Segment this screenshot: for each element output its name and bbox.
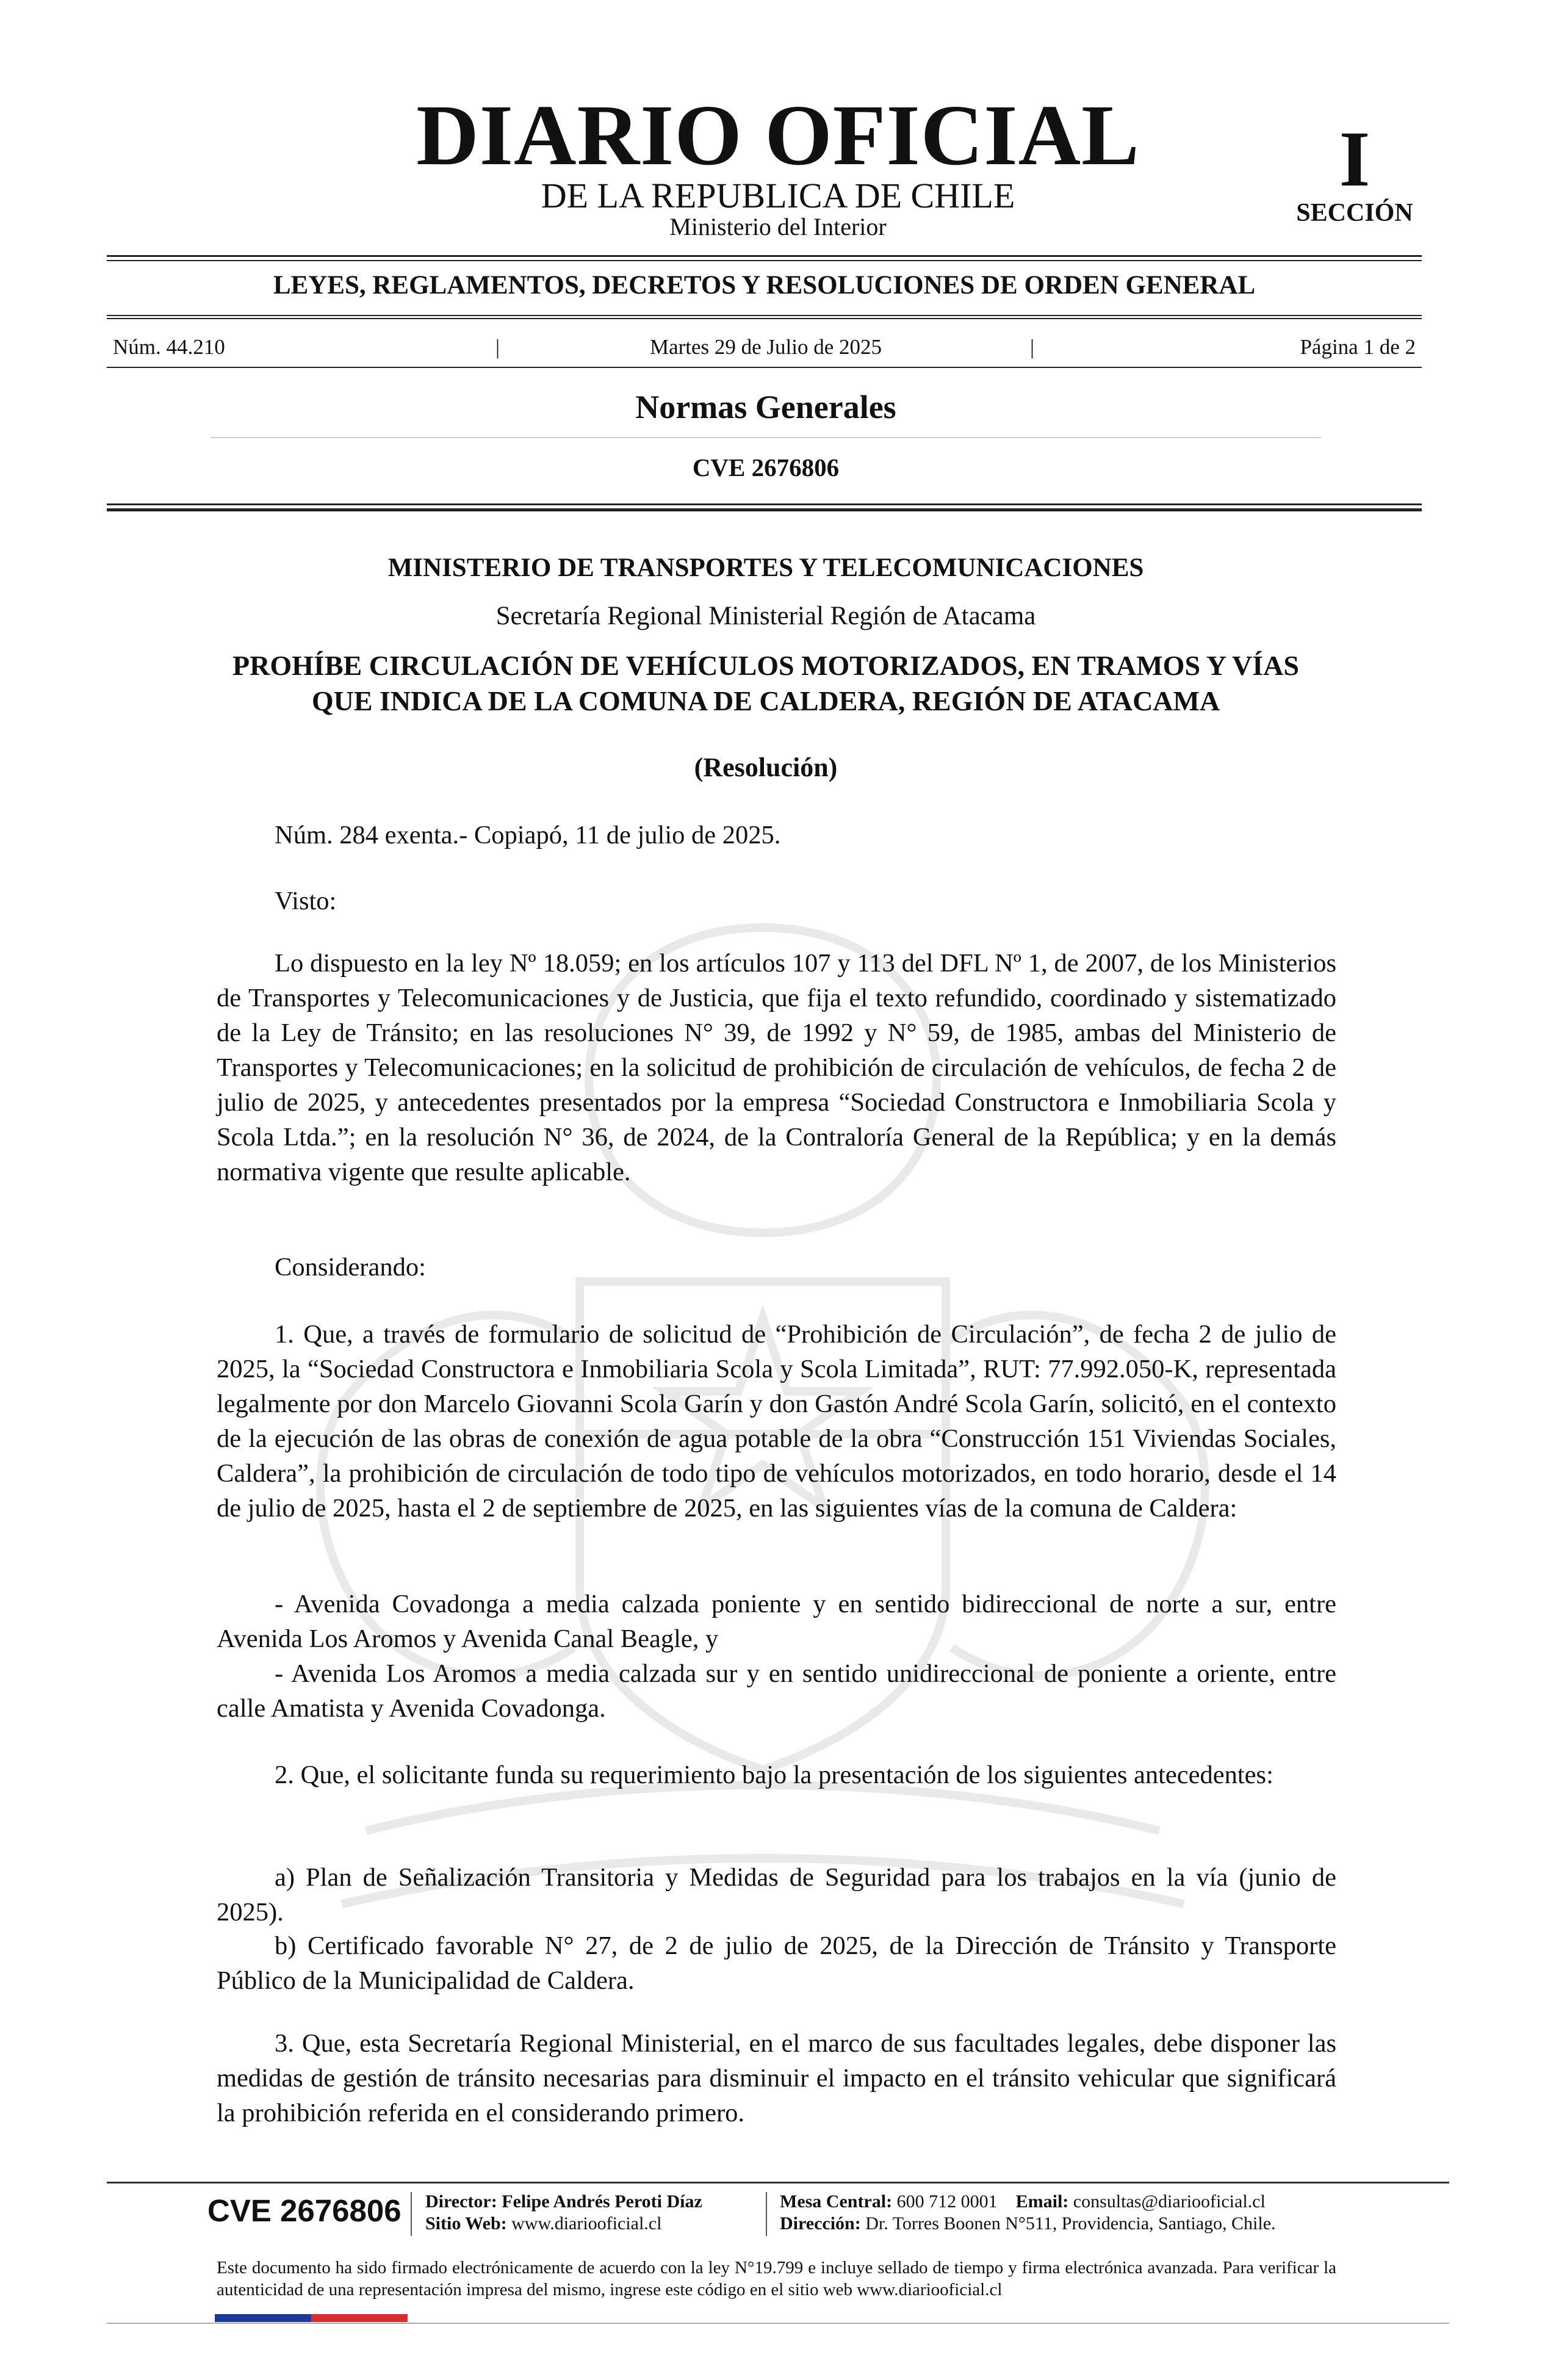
email-label: Email: xyxy=(1015,2191,1069,2212)
street-item: - Avenida Covadonga a media calzada poniente y en sentido bidireccional de norte a sur, entre Avenida Los Aromos y Avenida Canal Beagle, y xyxy=(217,1590,1336,1653)
considerando-3: 3. Que, esta Secretaría Regional Ministerial, en el marco de sus facultades legales, debe disponer las medidas de gestión de tránsito necesarias para disminuir el impacto en el tránsito vehicular que significará la prohibición referida en el considerando primero. xyxy=(217,2029,1336,2127)
signature-note: Este documento ha sido firmado electrónicamente de acuerdo con la ley N°19.799 e incluye sellado de tiempo y firma electrónica avanzada. Para verificar la autenticidad de una representación impresa del mismo, ingrese este código en el sitio web www.diariooficial.cl xyxy=(217,2258,1336,2299)
document-title-line: PROHÍBE CIRCULACIÓN DE VEHÍCULOS MOTORIZADOS, EN TRAMOS Y VÍAS xyxy=(232,650,1299,681)
footer-divider xyxy=(411,2192,412,2236)
sitio-link[interactable]: www.diariooficial.cl xyxy=(511,2213,662,2234)
footer-rule xyxy=(107,2182,1449,2183)
cve-code: CVE 2676806 xyxy=(692,453,840,481)
footer-cve: CVE 2676806 xyxy=(207,2193,402,2228)
document-type: (Resolución) xyxy=(694,752,838,782)
street-item: - Avenida Los Aromos a media calzada sur y en sentido unidireccional de poniente a oriente, entre calle Amatista y Avenida Covadonga. xyxy=(217,1659,1336,1723)
section-number: I xyxy=(1339,115,1371,203)
document-secretaria: Secretaría Regional Ministerial Región de Atacama xyxy=(495,602,1036,630)
subtitle-rule-1 xyxy=(107,315,1422,316)
masthead-title: DIARIO OFICIAL xyxy=(416,87,1140,183)
director-name: Felipe Andrés Peroti Díaz xyxy=(502,2191,702,2212)
masthead-rule-top xyxy=(107,255,1422,257)
issue-page: Página 1 de 2 xyxy=(1300,335,1416,359)
masthead-rule-top-thin xyxy=(107,260,1422,261)
masthead-ministry: Ministerio del Interior xyxy=(669,213,887,240)
antecedent-item: b) Certificado favorable N° 27, de 2 de julio de 2025, de la Dirección de Tránsito y Transporte Público de la Municipalidad de Caldera. xyxy=(217,1931,1336,1995)
document-title xyxy=(183,648,1349,719)
footer-director-block xyxy=(425,2191,702,2235)
visto-heading: Visto: xyxy=(275,887,337,915)
considerando-heading: Considerando: xyxy=(275,1253,426,1282)
footer-bottom-rule xyxy=(107,2323,1449,2324)
mesa-label: Mesa Central: xyxy=(780,2191,893,2212)
footer-divider xyxy=(766,2192,767,2236)
subtitle-rule-2 xyxy=(107,318,1422,319)
section-divider xyxy=(211,437,1321,438)
issue-separator: | xyxy=(495,335,500,359)
page-subtitle: LEYES, REGLAMENTOS, DECRETOS Y RESOLUCIONES DE ORDEN GENERAL xyxy=(273,271,1256,300)
considerando-1: 1. Que, a través de formulario de solicitud de “Prohibición de Circulación”, de fecha 2 de julio de 2025, la “Sociedad Constructora e Inmobiliaria Scola y Scola Limitada”, RUT: 77.992.050-K, representada legalmente por don Marcelo Giovanni Scola Garín y don Gastón André Scola Garín, solicitó, en el contexto de la ejecución de las obras de conexión de agua potable de la obra “Construcción 151 Viviendas Sociales, Caldera”, la prohibición de circulación de todo tipo de vehículos motorizados, en todo horario, desde el 14 de julio de 2025, hasta el 2 de septiembre de 2025, en las siguientes vías de la comuna de Caldera: xyxy=(217,1320,1336,1523)
document-ministry: MINISTERIO DE TRANSPORTES Y TELECOMUNICACIONES xyxy=(387,554,1144,582)
section-label: SECCIÓN xyxy=(1296,199,1413,227)
email-link[interactable]: consultas@diariooficial.cl xyxy=(1073,2191,1266,2212)
sitio-label: Sitio Web: xyxy=(425,2213,507,2234)
resolution-number: Núm. 284 exenta.- Copiapó, 11 de julio de 2025. xyxy=(275,821,781,849)
issue-date: Martes 29 de Julio de 2025 xyxy=(649,335,882,359)
issue-rule xyxy=(107,367,1422,368)
header-rule-2 xyxy=(107,508,1422,511)
footer-contact-block xyxy=(780,2191,1276,2235)
section-title: Normas Generales xyxy=(635,389,896,425)
considerando-2: 2. Que, el solicitante funda su requerimiento bajo la presentación de los siguientes antecedentes: xyxy=(275,1761,1273,1789)
mesa-phone: 600 712 0001 xyxy=(896,2191,998,2212)
flag-stripe-red xyxy=(311,2314,408,2322)
issue-number: Núm. 44.210 xyxy=(113,335,225,359)
direccion-label: Dirección: xyxy=(780,2213,861,2234)
flag-stripe-blue xyxy=(215,2314,311,2322)
visto-paragraph: Lo dispuesto en la ley Nº 18.059; en los artículos 107 y 113 del DFL Nº 1, de 2007, de los Ministerios de Transportes y Telecomunicaciones y de Justicia, que fija el texto refundido, coordinado y sistematizado de la Ley de Tránsito; en las resoluciones N° 39, de 1992 y N° 59, de 1985, ambas del Ministerio de Transportes y Telecomunicaciones; en la solicitud de prohibición de circulación de vehículos, de fecha 2 de julio de 2025, y antecedentes presentados por la empresa “Sociedad Constructora e Inmobiliaria Scola y Scola Ltda.”; en la resolución N° 36, de 2024, de la Contraloría General de la República; y en la demás normativa vigente que resulte aplicable. xyxy=(217,949,1336,1186)
director-label: Director: xyxy=(425,2191,497,2212)
header-rule-1 xyxy=(107,503,1422,505)
antecedent-item: a) Plan de Señalización Transitoria y Medidas de Seguridad para los trabajos en la vía (junio de 2025). xyxy=(217,1863,1336,1927)
document-title-line: QUE INDICA DE LA COMUNA DE CALDERA, REGIÓN DE ATACAMA xyxy=(311,685,1220,716)
issue-separator: | xyxy=(1030,335,1035,359)
direccion-value: Dr. Torres Boonen N°511, Providencia, Santiago, Chile. xyxy=(865,2213,1276,2234)
masthead-subtitle: DE LA REPUBLICA DE CHILE xyxy=(541,176,1015,215)
